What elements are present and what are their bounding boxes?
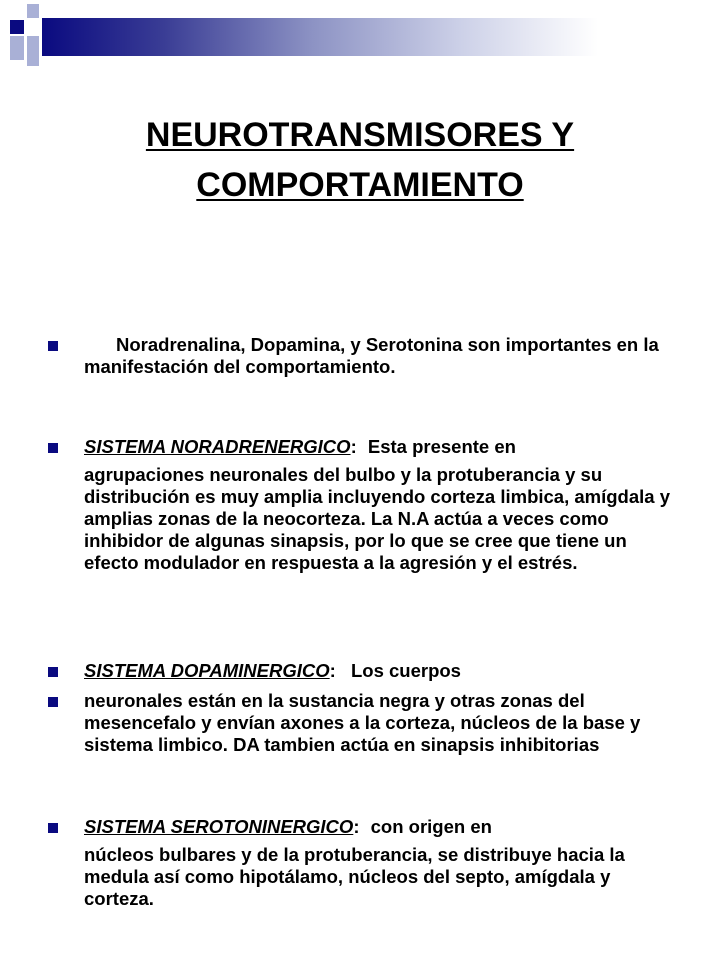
section-lead: con origen en <box>370 816 492 837</box>
bullet-square-icon <box>48 823 58 833</box>
section-heading: SISTEMA NORADRENERGICO <box>84 436 351 457</box>
deco-square-light <box>27 36 39 66</box>
section-lead: Los cuerpos <box>350 660 461 681</box>
deco-bar-gradient <box>42 18 720 56</box>
list-item-text: neuronales están en la sustancia negra y otras zonas del mesencefalo y envían axones a la corteza, núcleos de la base y sistema limbico. DA tambien actúa en sinapsis inhibitorias <box>84 690 641 755</box>
title-line-2: COMPORTAMIENTO <box>196 166 524 204</box>
bullet-square-icon <box>48 667 58 677</box>
section-heading: SISTEMA DOPAMINERGICO <box>84 660 330 681</box>
list-item-text <box>84 660 684 682</box>
corner-decoration <box>0 0 720 80</box>
deco-square-light <box>27 4 39 18</box>
heading-separator: : <box>350 436 357 457</box>
list-item-text: Noradrenalina, Dopamina, y Serotonina son importantes en la manifestación del comportamiento. <box>84 334 659 377</box>
section-lead: Esta presente en <box>367 436 516 457</box>
list-item-text <box>84 816 684 910</box>
heading-separator: : <box>329 660 336 681</box>
list-item-text <box>84 436 684 574</box>
bullet-square-icon <box>48 697 58 707</box>
bullet-square-icon <box>48 341 58 351</box>
page-title <box>0 110 720 210</box>
section-body: agrupaciones neuronales del bulbo y la protuberancia y su distribución es muy amplia incluyendo corteza limbica, amígdala y amplias zonas de la neocorteza. La N.A actúa a veces como inhibidor de algunas sinapsis, por lo que se cree que tiene un efecto modulador en respuesta a la agresión y el estrés. <box>84 464 671 573</box>
heading-separator: : <box>353 816 360 837</box>
title-line-1: NEUROTRANSMISORES Y <box>145 116 575 154</box>
section-heading: SISTEMA SEROTONINERGICO <box>84 816 354 837</box>
section-body: núcleos bulbares y de la protuberancia, se distribuye hacia la medula así como hipotálamo, núcleos del septo, amígdala y corteza. <box>84 844 625 909</box>
deco-square-dark <box>10 20 24 34</box>
deco-square-light <box>10 36 24 60</box>
bullet-square-icon <box>48 443 58 453</box>
